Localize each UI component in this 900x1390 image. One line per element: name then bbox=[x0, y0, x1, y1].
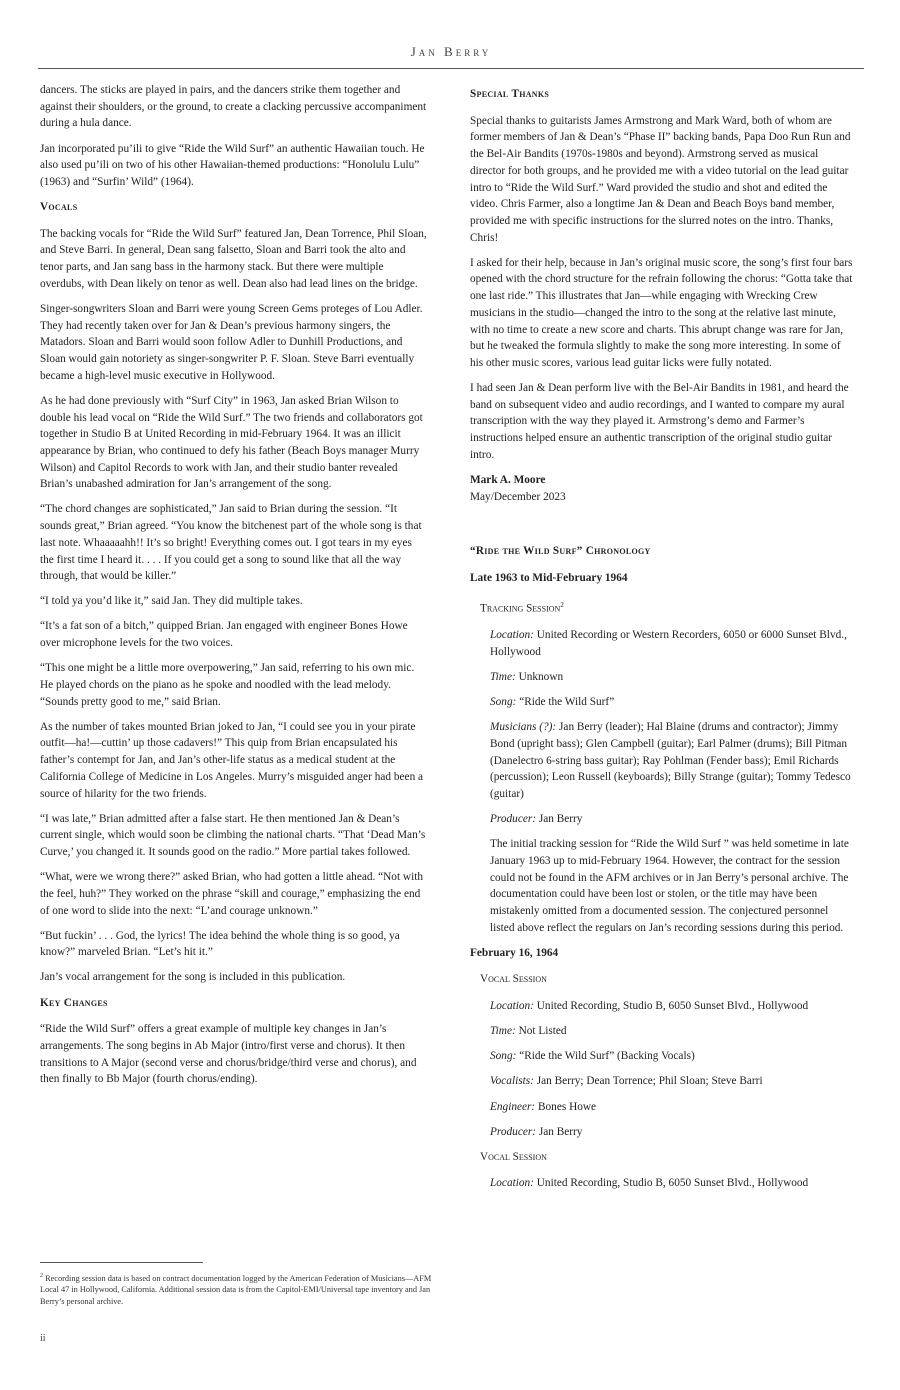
session-entry-location bbox=[490, 998, 855, 1015]
entry-label: Time: bbox=[490, 1025, 516, 1038]
paragraph: “The chord changes are sophisticated,” Jan said to Brian during the session. “It sounds great,” Brian agreed. “You know the bitchenest part of the whole song is that last note. Whaaaaahh!! It’s so bright! Everything comes out. I got tears in my eyes the first time I heard it. . . . If you could get a song to sound like that all the way through, that would be killer.” bbox=[40, 503, 422, 583]
entry-label: Song: bbox=[490, 696, 517, 709]
paragraph: As the number of takes mounted Brian joked to Jan, “I could see you in your pirate outfit—ha!—cuttin’ up those cadavers!” This quip from Brian encapsulated his father’s contempt for Jan, and Jan’s other-life status as a medical student at the California College of Medicine in Los Angeles. Murry’s misguided anger had been a source of hilarity for the two friends. bbox=[40, 720, 424, 800]
paragraph: Singer-songwriters Sloan and Barri were young Screen Gems proteges of Lou Adler. They had recently taken over for Jan & Dean’s previous harmony singers, the Matadors. Sloan and Barri would soon follow Adler to Dunhill Productions, and Sloan would gain notoriety as singer-songwriter P. F. Sloan. Steve Barri eventually became a high-level music executive in Hollywood. bbox=[40, 302, 423, 382]
section-heading-chronology: “Ride the Wild Surf” Chronology bbox=[470, 545, 651, 558]
entry-value: Unknown bbox=[518, 670, 564, 683]
footnote bbox=[40, 1271, 435, 1307]
session-entry-song bbox=[490, 1048, 855, 1065]
session-title: Tracking Session bbox=[480, 602, 561, 615]
entry-label: Musicians (?): bbox=[490, 721, 557, 734]
entry-label: Producer: bbox=[490, 813, 537, 826]
left-column bbox=[40, 82, 428, 1096]
section-heading-special-thanks: Special Thanks bbox=[470, 88, 550, 100]
entry-label: Vocalists: bbox=[490, 1075, 534, 1088]
paragraph: Jan’s vocal arrangement for the song is included in this publication. bbox=[40, 971, 346, 984]
section-heading-key-changes: Key Changes bbox=[40, 996, 108, 1009]
section-heading-vocals: Vocals bbox=[40, 201, 78, 213]
header-rule bbox=[38, 68, 864, 69]
paragraph: “But fuckin’ . . . God, the lyrics! The idea behind the whole thing is so good, ya know?” marveled Brian. “Let’s hit it.” bbox=[40, 929, 400, 959]
entry-value: United Recording or Western Recorders, 6050 or 6000 Sunset Blvd., Hollywood bbox=[490, 629, 847, 658]
paragraph: “I told ya you’d like it,” said Jan. They did multiple takes. bbox=[40, 595, 303, 608]
session-entry-producer bbox=[490, 1124, 855, 1141]
signature-name: Mark A. Moore bbox=[470, 473, 546, 486]
session-entry-vocalists bbox=[490, 1073, 855, 1090]
entry-value: Jan Berry bbox=[538, 813, 583, 826]
session-entry-time bbox=[490, 669, 855, 686]
entry-value: Jan Berry (leader); Hal Blaine (drums and contractor); Jimmy Bond (upright bass); Glen Campbell (guitar); Earl Palmer (drums); Bill Pitman (Danelectro 6-string bass guitar); Ray Pohlman (Fender bass); Emil Richards (percussion); Leon Russell (keyboards); Billy Strange (guitar); Tommy Tedesco (guitar) bbox=[490, 721, 851, 800]
entry-label: Producer: bbox=[490, 1125, 537, 1138]
running-header: Jan Berry bbox=[410, 44, 492, 59]
paragraph: The backing vocals for “Ride the Wild Surf” featured Jan, Dean Torrence, Phil Sloan, and Steve Barri. In general, Dean sang falsetto, Sloan and Barri took the alto and tenor parts, and Jan sang bass in the harmony stack. But there were multiple overdubs, with Dean likely on tenor as well. Dean also had lead lines on the bridge. bbox=[40, 227, 427, 290]
session-heading bbox=[480, 597, 855, 617]
page-number: ii bbox=[40, 1333, 46, 1344]
footnote-text: Recording session data is based on contract documentation logged by the American Federation of Musicians—AFM Local 47 in Hollywood, California. Additional session data is from the Capitol-EMI/Universal tape inventory and Jan Berry’s personal archive. bbox=[40, 1273, 432, 1306]
paragraph: “What, were we wrong there?” asked Brian, who had gotten a little ahead. “Not with the feel, huh?” They worked on the phrase “skill and courage,” emphasizing the end of one word to slide into the next: “L’and courage unknown.” bbox=[40, 871, 424, 917]
entry-label: Location: bbox=[490, 629, 534, 642]
paragraph: Jan incorporated pu’ili to give “Ride the Wild Surf” an authentic Hawaiian touch. He also used pu’ili on two of his other Hawaiian-themed productions: “Honolulu Lulu” (1963) and “Surfin’ Wild” (1964). bbox=[40, 142, 425, 188]
entry-value: “Ride the Wild Surf” bbox=[519, 696, 615, 709]
entry-label: Location: bbox=[490, 1177, 534, 1190]
session-entry-song bbox=[490, 694, 855, 711]
footnote-number: 2 bbox=[40, 1273, 43, 1279]
entry-value: Jan Berry bbox=[538, 1125, 583, 1138]
entry-value: “Ride the Wild Surf” (Backing Vocals) bbox=[519, 1050, 695, 1063]
entry-label: Time: bbox=[490, 670, 516, 683]
session-entry-location bbox=[490, 1175, 855, 1192]
entry-value: United Recording, Studio B, 6050 Sunset Blvd., Hollywood bbox=[536, 1000, 809, 1013]
paragraph: Special thanks to guitarists James Armstrong and Mark Ward, both of whom are former members of Jan & Dean’s “Phase II” backing bands, Papa Doo Run Run and the Bel-Air Bandits (1970s-1980s and beyond). Armstrong served as musical director for both groups, and he provided me with a video tutorial on the lead guitar intro to “Ride the Wild Surf.” Ward provided the studio and shot and edited the video. Chris Farmer, also a longtime Jan & Dean and Beach Boys band member, provided me with specific instructions for the slurred notes on the intro. Thanks, Chris! bbox=[470, 114, 851, 244]
entry-value: Not Listed bbox=[518, 1025, 567, 1038]
paragraph: “Ride the Wild Surf” offers a great example of multiple key changes in Jan’s arrangements. The song begins in Ab Major (intro/first verse and chorus). It then transitions to A Major (second verse and chorus/bridge/third verse and chorus), and then finally to Bb Major (fourth chorus/ending). bbox=[40, 1023, 417, 1086]
session-entry-engineer bbox=[490, 1099, 855, 1116]
entry-label: Engineer: bbox=[490, 1100, 536, 1113]
session-note: The initial tracking session for “Ride the Wild Surf ” was held sometime in late January 1963 up to mid-February 1964. However, the contract for the session could not be found in the AFM archives or in Jan Berry’s personal archive. The documentation could have been lost or stolen, or the title may have been mistakenly omitted from a documented session. The conjectured personnel listed above reflect the regulars on Jan’s recording sessions during this period. bbox=[490, 838, 849, 934]
session-entry-location bbox=[490, 627, 855, 660]
session-entry-producer bbox=[490, 811, 855, 828]
paragraph: As he had done previously with “Surf City” in 1963, Jan asked Brian Wilson to double his lead vocal on “Ride the Wild Surf.” The two friends and collaborators got together in Studio B at United Recording in mid-February 1964. It was an illicit appearance by Brian, who continued to defy his father (Beach Boys manager Murry Wilson) and Capitol Records to work with Jan, and their studio banter revealed Brian’s unabashed admiration for Jan’s arrangement of the song. bbox=[40, 394, 423, 491]
footnote-ref: 2 bbox=[560, 600, 564, 609]
paragraph: “This one might be a little more overpowering,” Jan said, referring to his own mic. He played chords on the piano as he spoke and noodled with the lead melody. “Sounds pretty good to me,” said Brian. bbox=[40, 662, 415, 708]
paragraph: “I was late,” Brian admitted after a false start. He then mentioned Jan & Dean’s current single, which would soon be climbing the national charts. “That ‘Dead Man’s Curve,’ you changed it. It sounds good on the radio.” More partial takes followed. bbox=[40, 812, 426, 859]
entry-value: Bones Howe bbox=[538, 1100, 597, 1113]
session-heading: Vocal Session bbox=[480, 1150, 547, 1163]
chronology-period: Late 1963 to Mid-February 1964 bbox=[470, 572, 628, 585]
session-heading: Vocal Session bbox=[480, 973, 547, 986]
session-entry-musicians bbox=[490, 719, 855, 803]
session-entry-time bbox=[490, 1023, 855, 1040]
entry-value: Jan Berry; Dean Torrence; Phil Sloan; Steve Barri bbox=[536, 1075, 763, 1088]
entry-label: Location: bbox=[490, 1000, 534, 1013]
paragraph: I asked for their help, because in Jan’s original music score, the song’s first four bars opened with the chord structure for the refrain following the chorus: “Gotta take that one last ride.” This illustrates that Jan—while engaging with Wrecking Crew musicians in the studio—changed the intro to the song at the relative last minute, with no time to create a new score and charts. This abrupt change was rare for Jan, but he tweaked the formula slightly to make the song more interesting. In some of his other music scores, various lead guitar licks were fully notated. bbox=[470, 256, 853, 369]
chronology-period: February 16, 1964 bbox=[470, 946, 559, 959]
right-column bbox=[470, 82, 855, 1201]
paragraph: I had seen Jan & Dean perform live with the Bel-Air Bandits in 1981, and heard the band on subsequent video and audio recordings, and I wanted to compare my aural transcription with the way they played it. Armstrong’s demo and Farmer’s instructions helped ensure an authentic transcription of the original studio guitar intro. bbox=[470, 382, 849, 461]
paragraph: dancers. The sticks are played in pairs, and the dancers strike them together and against their shoulders, or the ground, to create a clacking percussive accompaniment during a hula dance. bbox=[40, 84, 427, 130]
entry-value: United Recording, Studio B, 6050 Sunset Blvd., Hollywood bbox=[536, 1177, 809, 1190]
entry-label: Song: bbox=[490, 1050, 517, 1063]
paragraph: “It’s a fat son of a bitch,” quipped Brian. Jan engaged with engineer Bones Howe over microphone levels for the two voices. bbox=[40, 620, 408, 650]
footnote-rule bbox=[40, 1262, 203, 1263]
signature-date: May/December 2023 bbox=[470, 490, 566, 503]
